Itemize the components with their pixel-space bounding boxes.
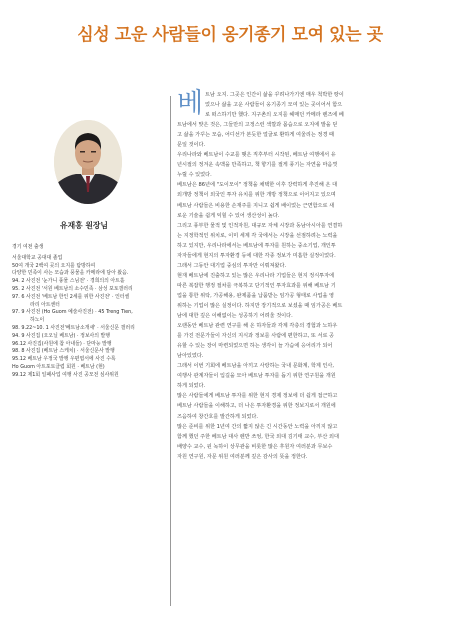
career-item: 95.12 베트남 우정국 발행 우편엽서에 사진 수록 xyxy=(12,356,116,363)
article-line: 로운 기술을 쉽게 익힐 수 있어 생산성이 높다. xyxy=(177,212,280,219)
article-line: 오랜동안 베트남 관련 연구를 해 온 하자들과 각계 각층의 경험과 노하우 xyxy=(177,323,338,330)
career-item: 96.12 사진집(사원에 참 아내들) · 단마능 발행 xyxy=(12,340,112,347)
article-line: 베트남 사람들을 이해하고, 더 나은 투자환경을 위한 정보지로서 개원에 xyxy=(177,403,336,410)
drop-cap: 베 xyxy=(177,88,204,119)
article-line: 남아있었다. xyxy=(177,353,204,360)
article-line: 누릴 수 있었다. xyxy=(177,172,212,179)
career-item: 다양한 민족이 사는 모습과 풍물을 카메라에 담아 왔음. xyxy=(12,270,129,277)
article-line: 년시절의 정겨운 속맥을 만족하고, 책 향기를 절게 풍기는 자연을 마음껏 xyxy=(177,162,338,169)
page-title: 심성 고운 사람들이 옹기종기 모여 있는 곳 xyxy=(77,25,383,45)
article-line: 자자들에게 현지의 투자환경 등에 대한 각종 정보가 미흡한 실정이었다. xyxy=(177,252,336,259)
article-line: 우리나라와 베트남이 수교를 맺은 직후부터 시작된, 베트남 여행에서 유 xyxy=(177,152,336,159)
career-item: 95. 2 사진전 '서원 베트남의 소수민족 · 삼성 포토갤러리 xyxy=(12,285,133,292)
article-line: 그래서 이번 기회에 베트남을 아끼고 사랑하는 국내 문화계, 학계 인사, xyxy=(177,363,335,370)
article-line: 로 떠스하기만 했다. 지구촌의 오지를 헤매던 카메라 렌즈에 베 xyxy=(205,112,344,119)
article-line: 외개방 정책이 외국인 투자 유치를 위한 개방 정책으로 이어지고 있으며 xyxy=(177,192,336,199)
article-line: 많은 사람들에게 베트남 투자를 위한 현지 경제 정보에 더 쉽게 접근하고 xyxy=(177,393,338,400)
article-line: 는 지정학적인 위치로, 이미 세계 각 국에서는 시장을 선점하려는 노력을 xyxy=(177,232,338,239)
author-portrait xyxy=(54,120,122,204)
article-line: 여행사 관계자들이 입길을 모아 베트남 투자를 돕기 위한 연구원을 개원 xyxy=(177,373,336,380)
article-line: 베트남은 86년에 "도이모이" 정책을 채택한 이후 강력하게 추진해 온 대 xyxy=(177,182,338,189)
article-line: 고 삶을 가꾸는 모습, 어디선가 본듯한 얼굴로 환하게 여울리는 정경 때 xyxy=(177,132,335,139)
career-item: 98. 9.22~10. 1 사진전'베트남소개새' · 서울신문 갤러리 xyxy=(12,324,135,331)
article-line: 자원 연구원, 자문 위원 여러분께 깊은 감사의 뜻을 정한다. xyxy=(177,453,308,460)
article-line: 었으나 삶을 고운 사람들이 옹기종기 모여 있는 곳이어서 함으 xyxy=(205,102,343,109)
article-line: 위하는 기업이 많은 실정이다. 하지만 장기적으로 보셨을 때 임가공은 베트 xyxy=(177,302,343,309)
career-item: 50여 개국 2백여 곳의 오지를 탐방하여 xyxy=(12,262,96,269)
article-line: 그래서 그동안 대기업 중심의 투자만 이뤄져왔다. xyxy=(177,262,287,269)
article-line: 많은 준비를 위한 1년여 간의 짧지 않은 긴 시간동안 노력을 아끼지 않고 xyxy=(177,423,338,430)
column-divider xyxy=(170,96,171,606)
career-item: 하노이 xyxy=(30,317,45,324)
career-item: 라리 아트센터 xyxy=(30,301,60,308)
career-item: 97. 6 사진전 '베트남 한인 2세를 위한 사진전' · 인터셀 xyxy=(12,293,130,300)
career-item: Ho Guom 아트포토클럽 회원 · 베트남 (현) xyxy=(12,363,105,370)
career-list xyxy=(12,244,164,380)
career-item: 서울대학교 공대대 졸업 xyxy=(12,254,63,261)
article-line: 를 가진 전문가들이 자신의 지식과 정보를 사람에 편한하고, 또 서로 공 xyxy=(177,333,335,340)
article-line: 하고 있지만, 우리나라에서는 베트남에 투자를 원하는 중소기업, 개인투 xyxy=(177,242,336,249)
article-line: 문일 것이다. xyxy=(177,142,206,149)
article-line: 따른 복잡한 행정 절차를 극복하고 단기적인 투자효과를 위해 베트남 기 xyxy=(177,282,336,289)
author-name: 유재홍 원장님 xyxy=(60,221,108,230)
article-line: 남에 대한 깊은 이해없이는 성공하기 어려울 것이다. xyxy=(177,313,293,320)
article-line: 그리고 풍부한 물적 및 인적자원, 대규모 자체 시장과 동남아시아를 연결하 xyxy=(177,222,343,229)
article-line: 배양수 교수, 윈 녹하이 상무관을 비롯한 많은 후원자 여러분과 무보수 xyxy=(177,443,333,450)
career-item: 99.12 제1회 일패사업 여행 사진 공모전 심사위원 xyxy=(12,371,119,378)
article-body xyxy=(177,90,447,462)
article-line: 함께 했던 주한 베트남 대사 렌반 쓰엉, 한국 외대 김기태 교수, 부산 외대 xyxy=(177,433,339,440)
article-line: 하게 되었다. xyxy=(177,383,206,390)
career-item: 94. 9 사진집 (오오닐 베트남) · 정보사의 발행 xyxy=(12,332,111,339)
article-line: 업을 통한 위탁, 가공해용, 완제품을 납품받는 임가공 형태로 사업을 영 xyxy=(177,292,335,299)
career-item: 97. 9 사진전 (Ho Guom 예술사진전) · 45 Treng Tien, xyxy=(12,309,133,316)
article-line: 트남 오지. 그곳은 인간이 삶을 꾸려나가기엔 매우 척박한 땅이 xyxy=(205,92,344,98)
article-line: 현재 베트남에 진출하고 있는 많은 우리나라 기업들은 현지 정식투자에 xyxy=(177,272,335,279)
article-line: 베트남 사람들은 비용한 손재주를 지니고 쉽게 배이었는 근면함으로 새 xyxy=(177,202,335,209)
career-item: 94. 2 사진전 '눈가니 풍물 스님전' · 경희의의 아트홀 xyxy=(12,278,125,285)
article-line: 유할 수 있는 장이 마련되었으면 하는 생각이 늘 가슴에 응어리가 되어 xyxy=(177,343,333,350)
article-line: 트남에서 맞은 것은, 그들만의 고정스런 색깔과 몸습으로 오지에 발을 딛 xyxy=(177,122,338,129)
article-line: 즈음하여 창간호를 발간하게 되었다. xyxy=(177,413,259,420)
career-item: 98. 8 사진집 (베트남 스케치) · 서울신문사 발행 xyxy=(12,348,115,355)
career-item: 경기 여천 출생 xyxy=(12,244,44,250)
